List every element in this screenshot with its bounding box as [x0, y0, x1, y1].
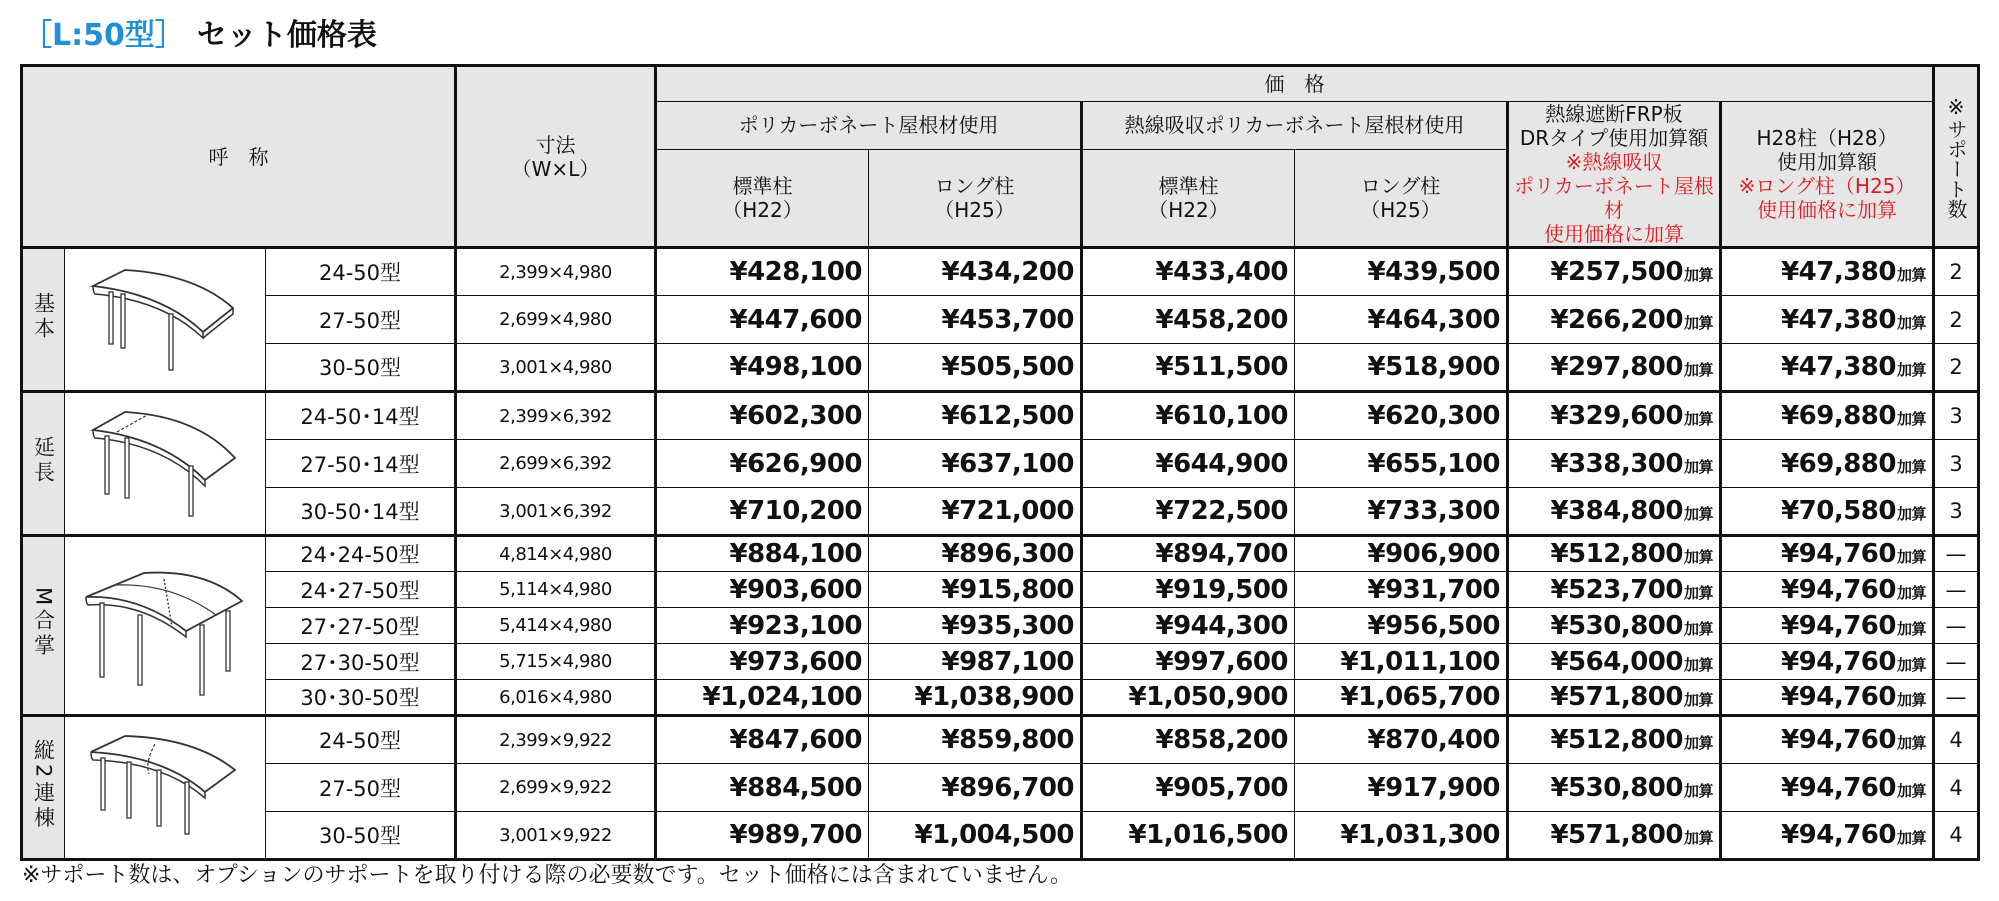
price-heat-long: ¥655,100: [1295, 440, 1508, 488]
price-poly-long: ¥721,000: [869, 488, 1082, 536]
price-heat-long: ¥1,011,100: [1295, 644, 1508, 680]
support-count: 4: [1934, 716, 1979, 764]
price-heat-long: ¥518,900: [1295, 344, 1508, 392]
header-heat-standard: 標準柱 （H22）: [1082, 149, 1295, 247]
price-poly-standard: ¥447,600: [656, 296, 869, 344]
table-row: [22, 644, 1979, 680]
price-h28-addition: ¥94,760加算: [1721, 764, 1934, 812]
price-poly-standard: ¥498,100: [656, 344, 869, 392]
page-title: [22, 10, 377, 54]
price-table-body: [22, 248, 1979, 860]
footnote: ※サポート数は、オプションのサポートを取り付ける際の必要数です。セット価格には含まれていません。: [22, 863, 1073, 888]
header-heat-long: ロング柱 （H25）: [1295, 149, 1508, 247]
dimension-value: 2,699×4,980: [456, 296, 656, 344]
model-name: 24-50･14型: [266, 392, 456, 440]
header-polycarbonate: ポリカーボネート屋根材使用: [656, 102, 1082, 150]
price-poly-standard: ¥884,500: [656, 764, 869, 812]
table-row: [22, 296, 1979, 344]
model-name: 30-50型: [266, 812, 456, 860]
price-poly-long: ¥935,300: [869, 608, 1082, 644]
title-model-code: ［L:50型］: [22, 18, 185, 53]
header-frp-addition: 熱線遮断FRP板 DRタイプ使用加算額 ※熱線吸収 ポリカーボネート屋根材 使用価格に加算: [1508, 102, 1721, 248]
support-count: —: [1934, 680, 1979, 716]
table-row: [22, 764, 1979, 812]
price-heat-long: ¥1,065,700: [1295, 680, 1508, 716]
price-poly-standard: ¥602,300: [656, 392, 869, 440]
price-heat-standard: ¥944,300: [1082, 608, 1295, 644]
support-count: 2: [1934, 296, 1979, 344]
header-dimension-unit: （W×L）: [511, 156, 600, 181]
price-heat-standard: ¥1,050,900: [1082, 680, 1295, 716]
table-row: [22, 536, 1979, 572]
model-name: 30-50･14型: [266, 488, 456, 536]
table-row: [22, 572, 1979, 608]
price-poly-standard: ¥973,600: [656, 644, 869, 680]
support-count: 4: [1934, 812, 1979, 860]
price-heat-standard: ¥919,500: [1082, 572, 1295, 608]
price-poly-long: ¥987,100: [869, 644, 1082, 680]
support-count: —: [1934, 644, 1979, 680]
price-heat-standard: ¥905,700: [1082, 764, 1295, 812]
price-frp-addition: ¥384,800加算: [1508, 488, 1721, 536]
price-frp-addition: ¥564,000加算: [1508, 644, 1721, 680]
price-h28-addition: ¥69,880加算: [1721, 392, 1934, 440]
price-frp-addition: ¥329,600加算: [1508, 392, 1721, 440]
model-name: 27･30-50型: [266, 644, 456, 680]
dimension-value: 2,399×6,392: [456, 392, 656, 440]
support-count: —: [1934, 572, 1979, 608]
price-heat-long: ¥464,300: [1295, 296, 1508, 344]
dimension-value: 2,699×6,392: [456, 440, 656, 488]
header-poly-standard: 標準柱 （H22）: [656, 149, 869, 247]
price-poly-long: ¥859,800: [869, 716, 1082, 764]
header-name: 呼 称: [22, 66, 456, 248]
price-frp-addition: ¥297,800加算: [1508, 344, 1721, 392]
price-poly-standard: ¥847,600: [656, 716, 869, 764]
price-poly-long: ¥1,004,500: [869, 812, 1082, 860]
price-table: [20, 64, 1980, 861]
price-h28-addition: ¥70,580加算: [1721, 488, 1934, 536]
dimension-value: 2,399×4,980: [456, 248, 656, 296]
price-heat-standard: ¥644,900: [1082, 440, 1295, 488]
price-poly-long: ¥637,100: [869, 440, 1082, 488]
price-frp-addition: ¥512,800加算: [1508, 716, 1721, 764]
support-count: 3: [1934, 440, 1979, 488]
dimension-value: 3,001×6,392: [456, 488, 656, 536]
header-heat-absorbing: 熱線吸収ポリカーボネート屋根材使用: [1082, 102, 1508, 150]
group-label: 縦2連棟: [22, 716, 65, 860]
dimension-value: 3,001×4,980: [456, 344, 656, 392]
support-count: 3: [1934, 488, 1979, 536]
model-name: 24･24-50型: [266, 536, 456, 572]
price-poly-standard: ¥989,700: [656, 812, 869, 860]
price-frp-addition: ¥523,700加算: [1508, 572, 1721, 608]
price-heat-standard: ¥458,200: [1082, 296, 1295, 344]
model-name: 24-50型: [266, 716, 456, 764]
price-frp-addition: ¥266,200加算: [1508, 296, 1721, 344]
table-row: [22, 248, 1979, 296]
price-poly-standard: ¥1,024,100: [656, 680, 869, 716]
price-heat-long: ¥906,900: [1295, 536, 1508, 572]
price-poly-long: ¥1,038,900: [869, 680, 1082, 716]
price-heat-standard: ¥610,100: [1082, 392, 1295, 440]
price-h28-addition: ¥47,380加算: [1721, 248, 1934, 296]
price-heat-long: ¥956,500: [1295, 608, 1508, 644]
group-label: M合掌: [22, 536, 65, 716]
price-poly-long: ¥505,500: [869, 344, 1082, 392]
price-heat-long: ¥733,300: [1295, 488, 1508, 536]
support-count: 2: [1934, 248, 1979, 296]
dimension-value: 2,399×9,922: [456, 716, 656, 764]
price-heat-long: ¥870,400: [1295, 716, 1508, 764]
price-poly-standard: ¥710,200: [656, 488, 869, 536]
m-gassho-carport-icon: [65, 536, 266, 716]
header-poly-long: ロング柱 （H25）: [869, 149, 1082, 247]
support-count: 4: [1934, 764, 1979, 812]
table-row: [22, 716, 1979, 764]
price-frp-addition: ¥530,800加算: [1508, 764, 1721, 812]
model-name: 24-50型: [266, 248, 456, 296]
price-heat-standard: ¥433,400: [1082, 248, 1295, 296]
price-poly-long: ¥612,500: [869, 392, 1082, 440]
extended-carport-icon: [65, 392, 266, 536]
price-poly-long: ¥896,700: [869, 764, 1082, 812]
price-frp-addition: ¥512,800加算: [1508, 536, 1721, 572]
dimension-value: 4,814×4,980: [456, 536, 656, 572]
model-name: 27-50･14型: [266, 440, 456, 488]
group-label: 延長: [22, 392, 65, 536]
price-h28-addition: ¥94,760加算: [1721, 680, 1934, 716]
price-poly-standard: ¥903,600: [656, 572, 869, 608]
support-count: 3: [1934, 392, 1979, 440]
price-frp-addition: ¥338,300加算: [1508, 440, 1721, 488]
price-h28-addition: ¥47,380加算: [1721, 344, 1934, 392]
table-row: [22, 812, 1979, 860]
table-row: [22, 680, 1979, 716]
price-h28-addition: ¥94,760加算: [1721, 536, 1934, 572]
price-heat-long: ¥931,700: [1295, 572, 1508, 608]
price-heat-long: ¥1,031,300: [1295, 812, 1508, 860]
price-frp-addition: ¥571,800加算: [1508, 812, 1721, 860]
support-count: —: [1934, 536, 1979, 572]
price-h28-addition: ¥94,760加算: [1721, 812, 1934, 860]
price-poly-standard: ¥626,900: [656, 440, 869, 488]
price-poly-long: ¥915,800: [869, 572, 1082, 608]
table-row: [22, 344, 1979, 392]
price-h28-addition: ¥69,880加算: [1721, 440, 1934, 488]
model-name: 27-50型: [266, 296, 456, 344]
header-price: 価 格: [656, 66, 1934, 102]
table-row: [22, 488, 1979, 536]
dimension-value: 2,699×9,922: [456, 764, 656, 812]
model-name: 27･27-50型: [266, 608, 456, 644]
dimension-value: 5,114×4,980: [456, 572, 656, 608]
price-poly-standard: ¥884,100: [656, 536, 869, 572]
price-poly-long: ¥434,200: [869, 248, 1082, 296]
price-heat-standard: ¥722,500: [1082, 488, 1295, 536]
price-frp-addition: ¥530,800加算: [1508, 608, 1721, 644]
dimension-value: 5,715×4,980: [456, 644, 656, 680]
price-heat-long: ¥917,900: [1295, 764, 1508, 812]
table-row: [22, 608, 1979, 644]
price-poly-long: ¥453,700: [869, 296, 1082, 344]
dimension-value: 5,414×4,980: [456, 608, 656, 644]
model-name: 30-50型: [266, 344, 456, 392]
single-carport-icon: [65, 248, 266, 392]
price-heat-long: ¥439,500: [1295, 248, 1508, 296]
price-h28-addition: ¥94,760加算: [1721, 644, 1934, 680]
header-h28-addition: H28柱（H28） 使用加算額 ※ロング柱（H25） 使用価格に加算: [1721, 102, 1934, 248]
model-name: 30･30-50型: [266, 680, 456, 716]
header-dimension-label: 寸法: [535, 132, 576, 157]
support-count: 2: [1934, 344, 1979, 392]
model-name: 24･27-50型: [266, 572, 456, 608]
price-heat-standard: ¥1,016,500: [1082, 812, 1295, 860]
price-heat-standard: ¥997,600: [1082, 644, 1295, 680]
tandem-carport-icon: [65, 716, 266, 860]
price-poly-long: ¥896,300: [869, 536, 1082, 572]
table-row: [22, 392, 1979, 440]
price-heat-long: ¥620,300: [1295, 392, 1508, 440]
price-h28-addition: ¥47,380加算: [1721, 296, 1934, 344]
header-support-count: ※サポート数: [1934, 66, 1979, 248]
table-row: [22, 440, 1979, 488]
price-frp-addition: ¥571,800加算: [1508, 680, 1721, 716]
price-h28-addition: ¥94,760加算: [1721, 608, 1934, 644]
price-h28-addition: ¥94,760加算: [1721, 572, 1934, 608]
group-label: 基本: [22, 248, 65, 392]
price-heat-standard: ¥858,200: [1082, 716, 1295, 764]
price-poly-standard: ¥428,100: [656, 248, 869, 296]
dimension-value: 3,001×9,922: [456, 812, 656, 860]
title-text: セット価格表: [196, 18, 377, 53]
price-poly-standard: ¥923,100: [656, 608, 869, 644]
model-name: 27-50型: [266, 764, 456, 812]
price-frp-addition: ¥257,500加算: [1508, 248, 1721, 296]
price-heat-standard: ¥894,700: [1082, 536, 1295, 572]
support-count: —: [1934, 608, 1979, 644]
header-dimension: [456, 66, 656, 248]
price-heat-standard: ¥511,500: [1082, 344, 1295, 392]
dimension-value: 6,016×4,980: [456, 680, 656, 716]
price-h28-addition: ¥94,760加算: [1721, 716, 1934, 764]
